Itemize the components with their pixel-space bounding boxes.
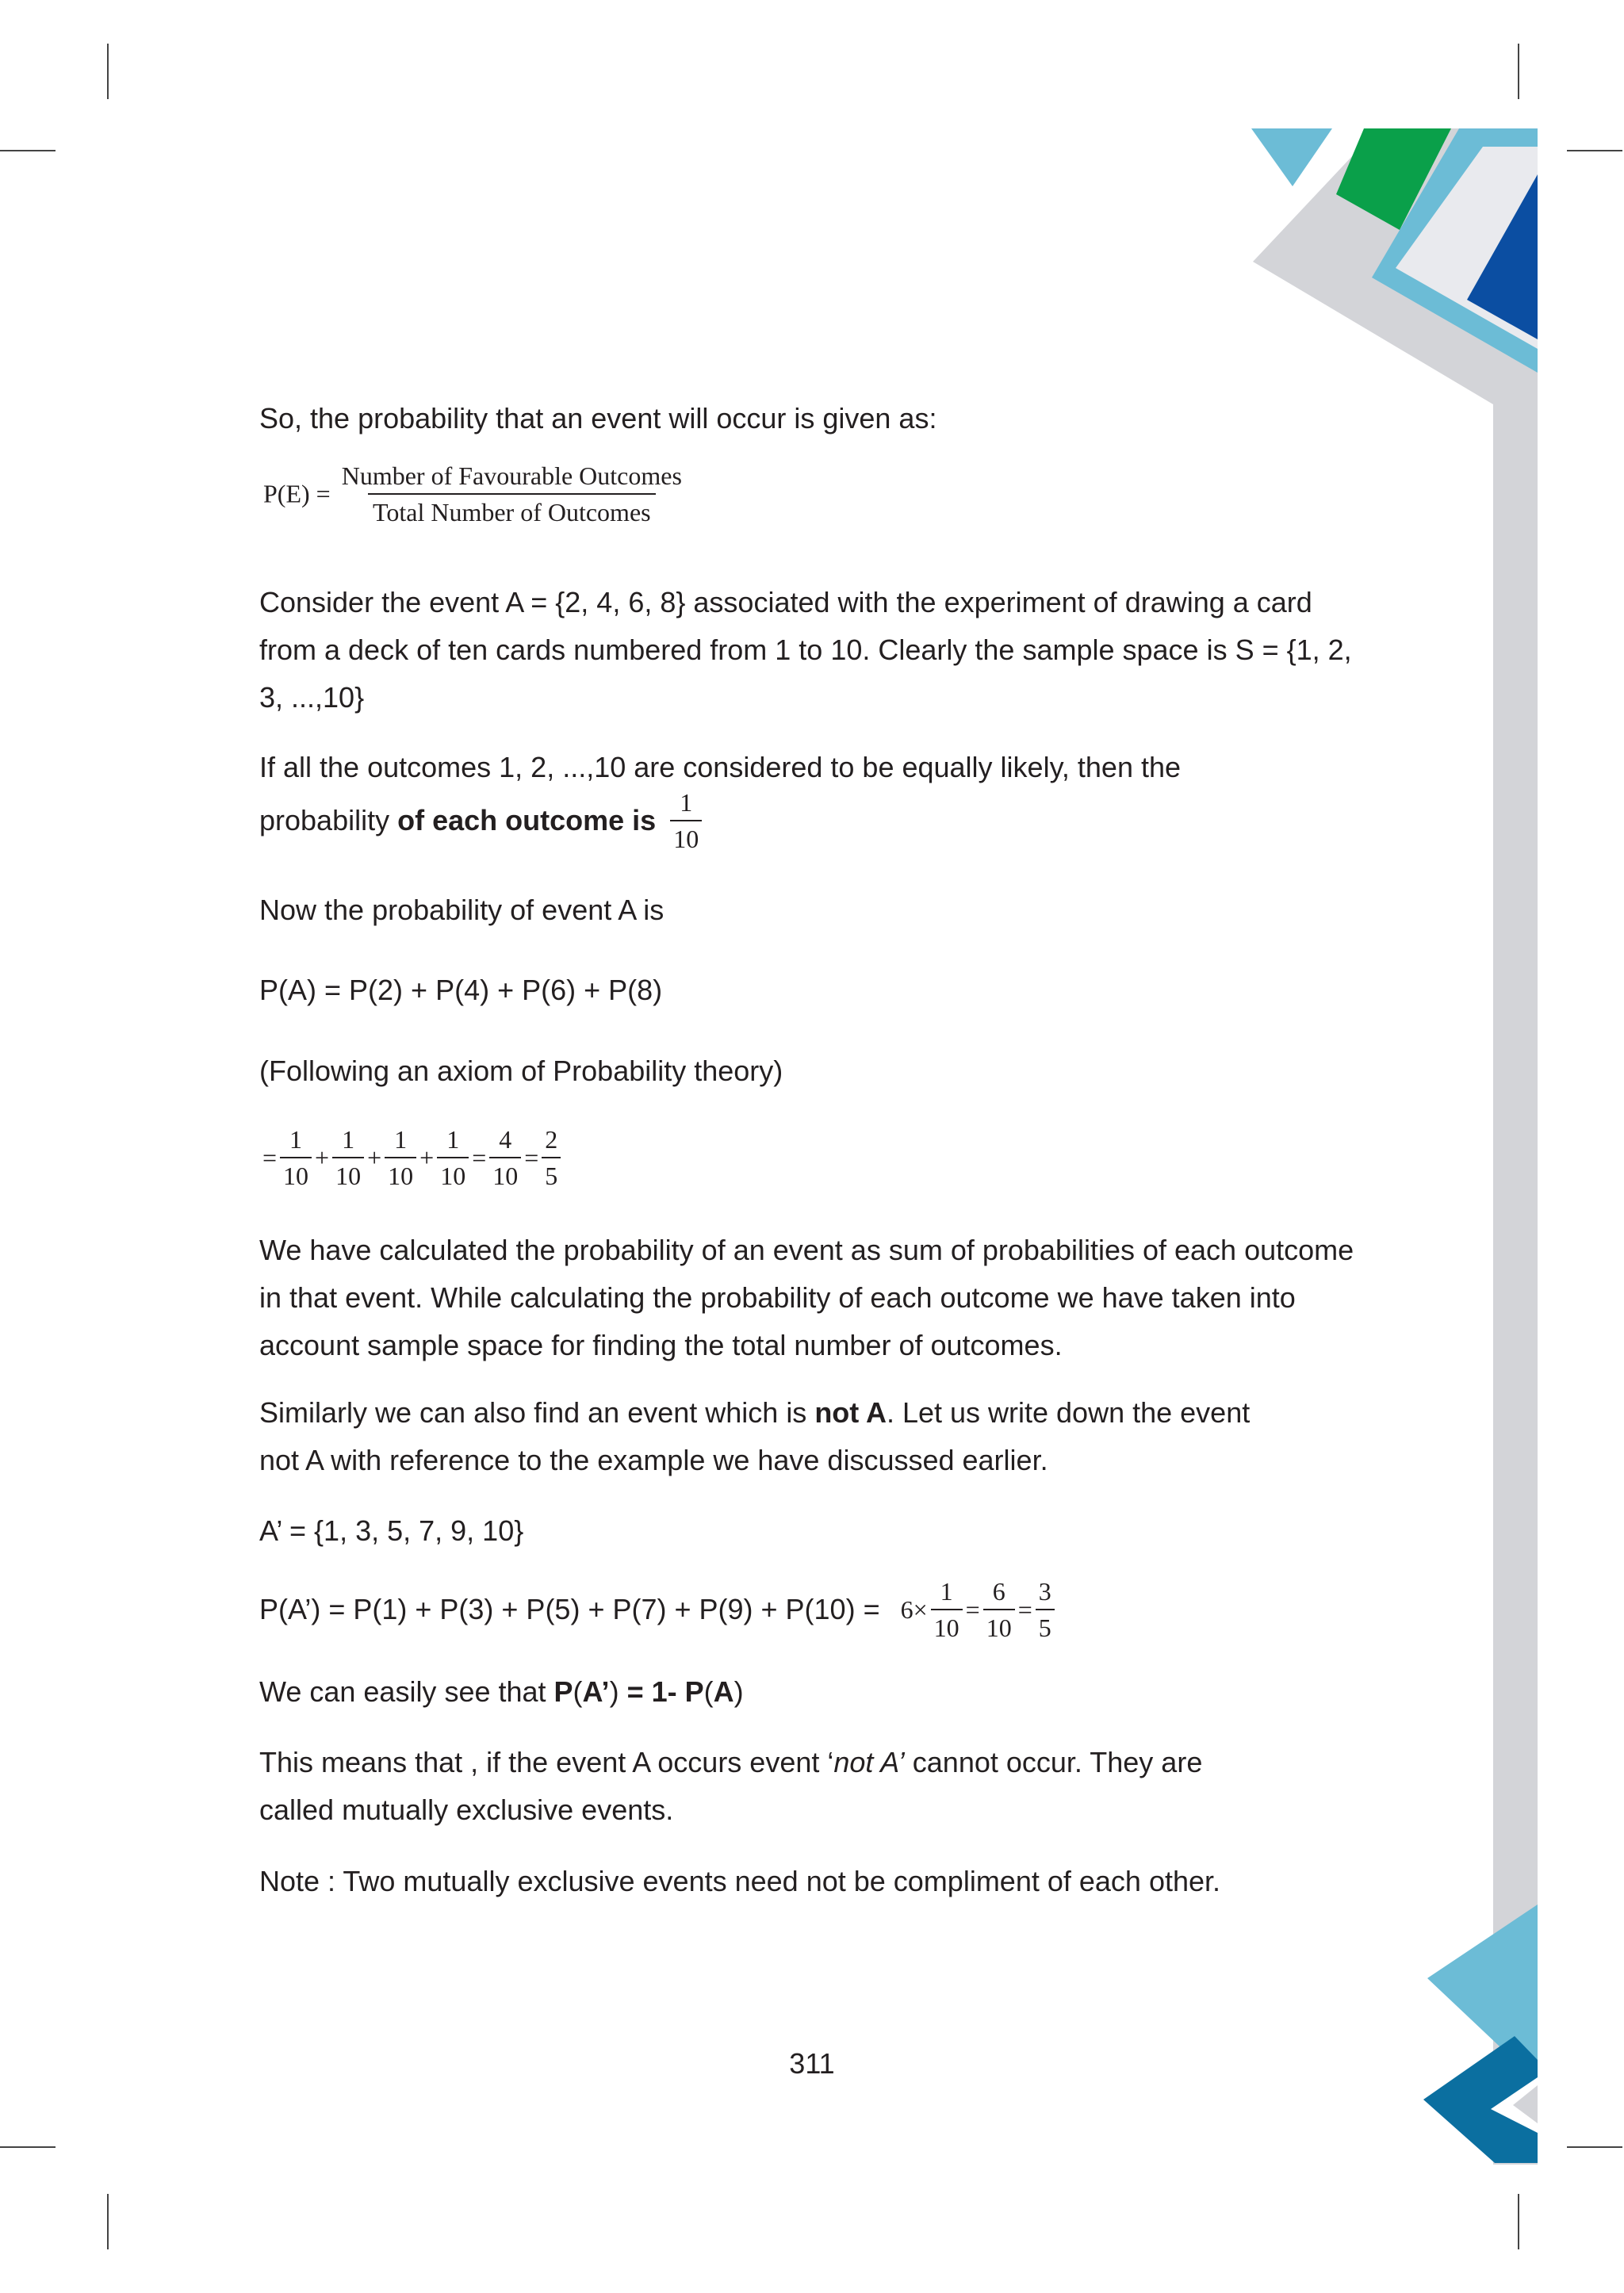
complement-set: A’ = {1, 3, 5, 7, 9, 10} [259, 1514, 524, 1547]
formula-numerator: Number of Favourable Outcomes [341, 461, 682, 490]
fraction [489, 1122, 521, 1193]
equals-sign: = [1017, 1594, 1032, 1624]
para-calculated: We have calculated the probability of an event as sum of probabilities of each outcome in that event. While calculating the probability of each outcome we have taken into account sample space for finding the total number of outcomes. [259, 1234, 1354, 1361]
para-equally-likely-2 [259, 785, 702, 856]
para-axiom: (Following an axiom of Probability theory) [259, 1055, 783, 1087]
identity-p: P [553, 1675, 573, 1708]
page-number: 311 [789, 2047, 835, 2080]
denominator: 10 [489, 1157, 521, 1193]
para-equally-likely-plain: probability [259, 804, 398, 836]
fraction-denominator: 10 [670, 820, 702, 856]
fraction [931, 1574, 963, 1645]
numerator: 1 [394, 1125, 408, 1154]
formula-lhs: P(E) = [263, 479, 331, 508]
numerator: 1 [342, 1125, 355, 1154]
one-tenth-fraction [670, 785, 702, 856]
identity-paren: ) [733, 1675, 744, 1708]
equals-sign: = [524, 1143, 539, 1172]
fraction [437, 1122, 469, 1193]
para-easily-see [259, 1675, 744, 1709]
numerator: 1 [289, 1125, 303, 1154]
fraction [332, 1122, 364, 1193]
identity-a-prime: A’ [582, 1675, 610, 1708]
denominator: 10 [332, 1157, 364, 1193]
equals-sign: = [262, 1143, 278, 1172]
para-equally-likely-bold: of each outcome is [397, 804, 657, 836]
para-similarly-1 [259, 1396, 1250, 1430]
plus-sign: + [367, 1143, 382, 1172]
formula-fraction [337, 458, 687, 530]
numerator: 6 [992, 1577, 1005, 1606]
para-easily-plain: We can easily see that [259, 1675, 554, 1708]
para-mutually-plain: This means that , if the event A occurs event ‘ [259, 1746, 834, 1778]
para-mutually-rest: cannot occur. They are [904, 1746, 1203, 1778]
numerator: 1 [940, 1577, 953, 1606]
fraction [983, 1574, 1015, 1645]
para-mutually-1 [259, 1746, 1202, 1779]
denominator: 10 [385, 1157, 416, 1193]
denominator: 10 [280, 1157, 312, 1193]
identity-paren: ( [703, 1675, 714, 1708]
coefficient: 6× [900, 1594, 928, 1624]
identity-rhs: = 1- P [626, 1675, 704, 1708]
sum-equation [259, 1122, 561, 1193]
not-a-bold: not A [814, 1396, 887, 1429]
complement-equation [259, 1574, 1055, 1645]
formula-denominator: Total Number of Outcomes [368, 493, 656, 530]
denominator: 10 [437, 1157, 469, 1193]
fraction [1036, 1574, 1055, 1645]
para-equally-likely-1: If all the outcomes 1, 2, ...,10 are considered to be equally likely, then the [259, 751, 1182, 783]
equals-sign: = [965, 1594, 980, 1624]
para-mutually-2: called mutually exclusive events. [259, 1793, 674, 1826]
light-blue-shape [1251, 128, 1332, 186]
denominator: 5 [542, 1157, 561, 1193]
fraction [280, 1122, 312, 1193]
numerator: 4 [499, 1125, 512, 1154]
para-similarly-plain: Similarly we can also find an event which is [259, 1396, 815, 1429]
numerator: 1 [446, 1125, 460, 1154]
equals-sign: = [472, 1143, 487, 1172]
fraction [542, 1122, 561, 1193]
denominator: 5 [1036, 1609, 1055, 1645]
para-pa-sum: P(A) = P(2) + P(4) + P(6) + P(8) [259, 974, 663, 1006]
not-a-italic: not A’ [833, 1746, 905, 1778]
fraction-numerator: 1 [680, 788, 693, 817]
complement-equation-text: P(A’) = P(1) + P(3) + P(5) + P(7) + P(9) + P(10) = [259, 1593, 888, 1625]
note-line: Note : Two mutually exclusive events need not be compliment of each other. [259, 1865, 1221, 1897]
identity-paren: ( [573, 1675, 583, 1708]
numerator: 2 [545, 1125, 558, 1154]
para-similarly-2: not A with reference to the example we have discussed earlier. [259, 1444, 1048, 1476]
para-similarly-rest: . Let us write down the event [886, 1396, 1251, 1429]
para-now: Now the probability of event A is [259, 894, 665, 926]
plus-sign: + [419, 1143, 435, 1172]
para-event-a: Consider the event A = {2, 4, 6, 8} associated with the experiment of drawing a card from a deck of ten cards numbered from 1 to 10. Clearly the sample space is S = {1, 2, 3, ...,10} [259, 586, 1352, 714]
numerator: 3 [1038, 1577, 1051, 1606]
probability-formula [263, 458, 687, 530]
identity-a: A [713, 1675, 734, 1708]
plus-sign: + [315, 1143, 330, 1172]
denominator: 10 [931, 1609, 963, 1645]
fraction [385, 1122, 416, 1193]
intro-line: So, the probability that an event will occur is given as: [259, 402, 937, 434]
identity-paren: ) [609, 1675, 627, 1708]
denominator: 10 [983, 1609, 1015, 1645]
right-gray-bar [1493, 381, 1538, 2165]
